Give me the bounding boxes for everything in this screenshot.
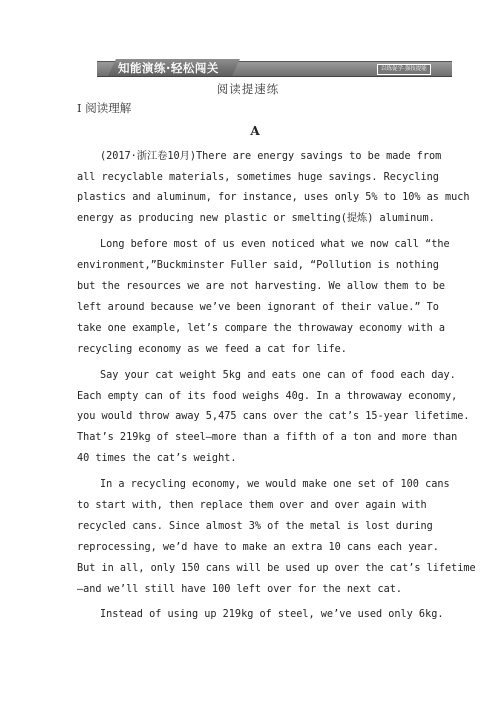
part-heading: Ⅰ 阅读理解 bbox=[77, 101, 132, 115]
text-line: But in all, only 150 cans will be used up over the cat’s lifetime bbox=[77, 563, 476, 574]
text-line: to start with, then replace them over and over again with bbox=[77, 500, 427, 511]
text-line: environment,”Buckminster Fuller said, “Pollution is nothing bbox=[77, 260, 439, 271]
text-line: all recyclable materials, sometimes huge savings. Recycling bbox=[77, 172, 439, 183]
text-line: take one example, let’s compare the throwaway economy with a bbox=[77, 323, 446, 334]
passage-letter: A bbox=[250, 124, 260, 138]
text-line: you would throw away 5,475 cans over the cat’s 15-year lifetime. bbox=[77, 411, 470, 422]
text-line: (2017·浙江卷10月)There are energy savings to be made from bbox=[100, 151, 442, 162]
text-line: In a recycling economy, we would make one set of 100 cans bbox=[100, 479, 450, 490]
text-line: Long before most of us even noticed what we now call “the bbox=[100, 239, 450, 250]
text-line: energy as producing new plastic or smelting(提炼) aluminum. bbox=[77, 213, 435, 224]
text-line: but the resources we are not harvesting. We allow them to be bbox=[77, 281, 446, 292]
text-line: recycling economy as we feed a cat for life. bbox=[77, 344, 347, 355]
text-line: 40 times the cat’s weight. bbox=[77, 453, 237, 464]
text-line: —and we’ll still have 100 left over for the next cat. bbox=[77, 584, 403, 595]
text-line: recycled cans. Since almost 3% of the metal is lost during bbox=[77, 521, 433, 532]
header-tag: 以练促学·强技提能 bbox=[377, 64, 431, 75]
text-line: Say your cat weight 5kg and eats one can of food each day. bbox=[100, 370, 456, 381]
text-line: plastics and aluminum, for instance, uses only 5% to 10% as much bbox=[77, 192, 470, 203]
text-line: reprocessing, we’d have to make an extra 10 cans each year. bbox=[77, 542, 439, 553]
text-line: Each empty can of its food weighs 40g. In a throwaway economy, bbox=[77, 391, 458, 402]
text-line: Instead of using up 219kg of steel, we’ve used only 6kg. bbox=[100, 609, 444, 620]
text-line: That’s 219kg of steel—more than a fifth of a ton and more than bbox=[77, 432, 458, 443]
text-line: left around because we’ve been ignorant of their value.” To bbox=[77, 302, 439, 313]
section-title: 阅读提速练 bbox=[216, 82, 280, 96]
header-title: 知能演练·轻松闯关 bbox=[118, 61, 219, 75]
